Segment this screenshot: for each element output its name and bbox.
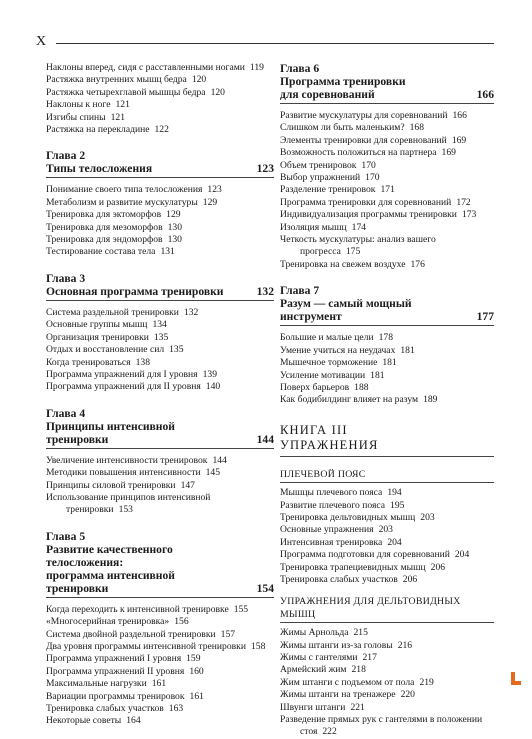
- toc-entry-page: 139: [202, 368, 217, 380]
- toc-entry: [46, 62, 274, 74]
- chapter-title: Принципы интенсивной тренировки: [46, 419, 175, 446]
- toc-entry-page: 163: [168, 703, 184, 714]
- toc-entry-page: 206: [402, 573, 418, 585]
- section-heading: УПРАЖНЕНИЯ ДЛЯ ДЕЛЬТОВИДНЫХ МЫШЦ: [280, 596, 494, 623]
- toc-entry-page: 173: [461, 209, 477, 221]
- chapter-heading: [280, 284, 494, 326]
- toc-entry: [280, 160, 494, 172]
- toc-entry-page: 131: [160, 246, 175, 258]
- toc-entry-page: 161: [151, 678, 167, 690]
- toc-entry: [280, 122, 494, 134]
- toc-entry-page: 135: [153, 331, 169, 343]
- toc-entry-page: 158: [250, 640, 266, 652]
- toc-entry-page: 219: [419, 676, 434, 688]
- chapter-label: Глава 5: [46, 529, 86, 543]
- toc-entry-text: Программа подготовки для соревнований: [280, 549, 450, 561]
- toc-entry: [46, 715, 274, 727]
- toc-entry-page: 216: [397, 639, 413, 651]
- toc-entry-text: Поверх барьеров: [280, 381, 350, 393]
- toc-entry-page: 140: [205, 381, 221, 393]
- toc-entry-page: 169: [451, 134, 467, 146]
- toc-entry-text: Как бодибилдинг влияет на разум: [280, 394, 419, 406]
- toc-entry-page: 171: [380, 184, 395, 196]
- toc-entry-page: 194: [387, 487, 402, 499]
- toc-entry: [280, 512, 494, 524]
- toc-entry-page: 121: [115, 99, 130, 111]
- toc-entry-text: Слишком ли быть маленьким?: [280, 122, 405, 134]
- toc-entry-text: Система раздельной тренировки: [46, 306, 179, 318]
- toc-entry-text: Растяжка на перекладине: [46, 124, 150, 136]
- toc-entry-page: 132: [183, 306, 199, 318]
- toc-entry-text: Тренировка для эктоморфов: [46, 209, 162, 221]
- toc-entry-page: 145: [205, 467, 221, 479]
- chapter-title: Разум — самый мощный инструмент: [280, 297, 412, 324]
- toc-entry: [280, 184, 494, 196]
- labirint-l-logo-icon: [510, 671, 522, 686]
- toc-entry-text: Возможность положиться на партнера: [280, 147, 437, 159]
- toc-entry-page: 175: [345, 246, 361, 258]
- page-number: X: [36, 34, 48, 49]
- chapter-page: 166: [476, 88, 494, 101]
- toc-entry-page: 138: [135, 356, 150, 368]
- toc-entry-page: 166: [452, 110, 467, 121]
- toc-entry-page: 204: [387, 536, 402, 548]
- toc-entry-page: 122: [154, 124, 169, 136]
- toc-entry: [280, 332, 494, 344]
- toc-right-column: [280, 62, 494, 739]
- toc-entry: [280, 524, 494, 536]
- toc-entry: [46, 641, 274, 653]
- chapter-label: Глава 7: [280, 284, 320, 298]
- toc-entry: [46, 467, 274, 479]
- toc-entry-page: 169: [441, 147, 456, 159]
- toc-entry: [46, 492, 274, 517]
- toc-entry: [280, 394, 494, 406]
- toc-entry-text: Принципы силовой тренировки: [46, 479, 176, 491]
- toc-entry-text: Интенсивная тренировка: [280, 536, 383, 548]
- toc-entry: [280, 110, 494, 122]
- toc-entry: [280, 627, 494, 639]
- toc-entry: [280, 702, 494, 714]
- toc-entry-page: 206: [430, 561, 446, 573]
- toc-entry: [280, 370, 494, 382]
- toc-entry-page: 204: [454, 549, 470, 561]
- toc-entry-page: 120: [210, 86, 225, 98]
- chapter-title: Основная программа тренировки: [46, 284, 224, 298]
- toc-entry-page: 220: [400, 689, 415, 701]
- toc-entry-text: Жимы штанги на тренажере: [280, 689, 396, 701]
- toc-entry: [280, 714, 494, 739]
- toc-entry-text: Тестирование состава тела: [46, 246, 156, 258]
- toc-entry: [280, 574, 494, 586]
- toc-entry-page: 181: [370, 369, 385, 381]
- chapter-heading: [46, 272, 274, 301]
- toc-entry-text: Программа упражнений для II уровня: [46, 381, 201, 393]
- toc-entry-text: Растяжка внутренних мышц бедра: [46, 74, 187, 86]
- toc-entry-text: Система двойной раздельной тренировки: [46, 628, 216, 640]
- toc-entry-text: Методики повышения интенсивности: [46, 467, 201, 479]
- toc-entry: [46, 480, 274, 492]
- toc-entry-text: Отдых и восстановление сил: [46, 344, 165, 356]
- toc-entry-page: 170: [365, 172, 380, 184]
- toc-entry-page: 181: [400, 344, 415, 356]
- toc-entry-page: 123: [207, 184, 222, 196]
- toc-entry: [280, 197, 494, 209]
- toc-entry-page: 119: [249, 62, 264, 73]
- toc-entry: [46, 332, 274, 344]
- toc-left-column: [46, 62, 274, 728]
- toc-entry-text: Швунги штанги: [280, 701, 346, 713]
- toc-entry-text: Изгибы спины: [46, 111, 106, 123]
- toc-entry-text: Жимы Арнольда: [280, 627, 349, 639]
- toc-entry-text: Наклоны к ноге: [46, 99, 111, 111]
- toc-entry: [46, 112, 274, 124]
- toc-entry-text: Разделение тренировок: [280, 184, 376, 196]
- toc-entry-page: 217: [362, 652, 377, 663]
- toc-entry-text: Тренировка для мезоморфов: [46, 221, 163, 233]
- toc-entry: [280, 640, 494, 652]
- toc-entry-text: Тренировка слабых участков: [46, 703, 164, 714]
- toc-entry: [280, 259, 494, 271]
- toc-entry-text: Наклоны вперед, сидя с расставленными ногами: [46, 62, 245, 73]
- toc-entry: [46, 455, 274, 467]
- toc-entry-page: 130: [167, 221, 182, 233]
- toc-entry-page: 120: [191, 74, 207, 86]
- toc-entry: [280, 345, 494, 357]
- toc-entry: [46, 604, 274, 616]
- toc-entry-text: Тренировка на свежем воздухе: [280, 258, 406, 270]
- chapter-page: 132: [256, 284, 274, 298]
- toc-entry: [280, 172, 494, 184]
- chapter-label: Глава 6: [280, 62, 320, 75]
- toc-entry-page: 222: [322, 726, 337, 738]
- toc-entry: [280, 487, 494, 499]
- toc-entry: [280, 135, 494, 147]
- toc-entry-text: Объем тренировок: [280, 159, 357, 171]
- toc-entry-page: 170: [361, 159, 376, 171]
- toc-entry-page: 195: [390, 499, 405, 511]
- toc-entry: [46, 99, 274, 111]
- toc-entry-text: Четкость мускулатуры: анализ вашего прогресса: [280, 234, 436, 258]
- toc-entry-page: 155: [233, 603, 249, 615]
- toc-entry-page: 130: [167, 234, 182, 246]
- toc-entry-text: Вариации программы тренировок: [46, 690, 185, 702]
- toc-entry-text: Некоторые советы: [46, 715, 122, 727]
- toc-entry-text: Тренировка дельтовидных мышц: [280, 511, 416, 523]
- toc-entry-text: Метаболизм и развитие мускулатуры: [46, 196, 198, 208]
- chapter-title-line: [46, 420, 274, 448]
- toc-entry: [46, 381, 274, 393]
- chapter-page: 154: [256, 581, 274, 595]
- toc-entry: [46, 678, 274, 690]
- toc-entry-page: 156: [174, 616, 189, 628]
- toc-entry: [280, 234, 494, 259]
- toc-entry-page: 174: [351, 221, 367, 233]
- toc-entry-page: 134: [152, 319, 167, 331]
- toc-entry-text: Индивидуализация программы тренировки: [280, 209, 457, 221]
- toc-entry-text: Тренировка для эндоморфов: [46, 234, 163, 246]
- toc-entry-text: Развитие плечевого пояса: [280, 499, 386, 511]
- toc-entry-page: 121: [110, 111, 126, 123]
- toc-entry-text: Выбор упражнений: [280, 172, 361, 184]
- toc-entry-text: Изоляция мышц: [280, 221, 347, 233]
- chapter-label: Глава 4: [46, 406, 86, 420]
- toc-entry-page: 203: [420, 511, 435, 523]
- toc-entry-page: 147: [180, 479, 195, 491]
- chapter-page: 144: [256, 432, 274, 446]
- toc-entry-text: Разведение прямых рук с гантелями в положении стоя: [280, 714, 483, 738]
- toc-entry-text: Тренировка трапециевидных мышц: [280, 561, 426, 573]
- toc-entry: [280, 222, 494, 234]
- toc-entry: [280, 382, 494, 394]
- toc-entry-page: 221: [350, 701, 365, 713]
- toc-entry: [280, 664, 494, 676]
- chapter-title: Развитие качественного телосложения: программа интенсивной тренировки: [46, 542, 175, 595]
- toc-entry: [46, 124, 274, 136]
- chapter-heading: [46, 530, 274, 598]
- chapter-title-line: [280, 297, 494, 325]
- toc-entry-text: Два уровня программы интенсивной тренировки: [46, 640, 246, 652]
- toc-entry-text: Усиление мотивации: [280, 369, 366, 381]
- toc-entry: [46, 197, 274, 209]
- toc-entry-page: 181: [382, 357, 397, 369]
- toc-entry-text: Когда тренироваться: [46, 356, 131, 368]
- toc-entry-text: Умение учиться на неудачах: [280, 344, 396, 356]
- chapter-title-line: [46, 285, 274, 300]
- toc-entry-text: Использование принципов интенсивной тренировки: [46, 491, 211, 516]
- toc-entry-page: 168: [409, 122, 424, 134]
- toc-entry: [46, 666, 274, 678]
- toc-entry-text: Развитие мускулатуры для соревнований: [280, 110, 448, 121]
- toc-entry-page: 129: [202, 196, 218, 208]
- toc-entry-text: Максимальные нагрузки: [46, 678, 147, 690]
- toc-entry-page: 144: [212, 454, 227, 466]
- toc-entry-page: 188: [354, 381, 369, 393]
- toc-entry-page: 172: [456, 196, 471, 208]
- toc-entry-page: 153: [118, 504, 133, 516]
- toc-entry-page: 164: [126, 715, 141, 727]
- toc-entry: [46, 344, 274, 356]
- toc-entry-text: Жимы с гантелями: [280, 652, 358, 663]
- toc-entry: [280, 549, 494, 561]
- toc-entry-page: 218: [351, 664, 366, 676]
- toc-entry: [46, 616, 274, 628]
- toc-entry-text: Программа тренировки для соревнований: [280, 196, 452, 208]
- chapter-title-line: [46, 543, 274, 597]
- toc-entry-page: 215: [353, 627, 368, 639]
- toc-entry-text: Понимание своего типа телосложения: [46, 184, 203, 196]
- toc-entry: [280, 500, 494, 512]
- toc-entry: [46, 234, 274, 246]
- toc-entry: [46, 703, 274, 715]
- toc-entry: [280, 209, 494, 221]
- chapter-title: Программа тренировки для соревнований: [280, 75, 406, 101]
- toc-entry: [280, 677, 494, 689]
- chapter-heading: [46, 149, 274, 178]
- toc-entry-text: Мышцы плечевого пояса: [280, 487, 383, 499]
- chapter-title-line: [280, 75, 494, 103]
- toc-entry-page: 157: [220, 628, 236, 640]
- toc-entry: [46, 209, 274, 221]
- toc-entry: [280, 537, 494, 549]
- toc-entry-page: 176: [410, 258, 425, 270]
- chapter-title-line: [46, 162, 274, 177]
- toc-entry: [46, 87, 274, 99]
- toc-entry-text: Тренировка слабых участков: [280, 573, 398, 585]
- toc-entry: [46, 629, 274, 641]
- toc-entry-text: «Многосерийная тренировка»: [46, 616, 170, 628]
- toc-entry: [46, 319, 274, 331]
- toc-entry: [280, 652, 494, 664]
- chapter-heading: [280, 62, 494, 104]
- toc-entry: [280, 562, 494, 574]
- toc-entry-text: Увеличение интенсивности тренировок: [46, 454, 208, 466]
- toc-entry-text: Основные группы мышц: [46, 319, 148, 331]
- toc-entry: [46, 691, 274, 703]
- toc-entry-text: Основные упражнения: [280, 524, 374, 536]
- toc-entry: [46, 246, 274, 258]
- toc-entry-text: Программа упражнений I уровня: [46, 653, 182, 665]
- toc-entry-page: 159: [186, 653, 201, 665]
- toc-entry: [46, 653, 274, 665]
- toc-entry-page: 178: [378, 332, 393, 344]
- book-heading: [280, 423, 494, 457]
- toc-entry-text: Армейский жим: [280, 664, 347, 676]
- toc-entry: [46, 184, 274, 196]
- chapter-page: 177: [476, 310, 494, 324]
- toc-entry-page: 135: [169, 344, 184, 356]
- toc-entry-text: Жим штанги с подъемом от пола: [280, 676, 415, 688]
- toc-entry: [280, 357, 494, 369]
- chapter-title: Типы телосложения: [46, 162, 153, 176]
- toc-entry-text: Жимы штанги из-за головы: [280, 639, 393, 651]
- toc-entry: [46, 74, 274, 86]
- toc-entry-text: Программа упражнений для I уровня: [46, 368, 198, 380]
- chapter-heading: [46, 407, 274, 449]
- toc-entry-page: 160: [189, 665, 204, 677]
- toc-entry: [46, 222, 274, 234]
- chapter-page: 123: [256, 162, 274, 176]
- chapter-label: Глава 2: [46, 149, 86, 163]
- toc-entry-text: Мышечное торможение: [280, 357, 378, 369]
- toc-entry: [46, 357, 274, 369]
- toc-entry: [280, 147, 494, 159]
- toc-entry-page: 129: [166, 209, 181, 221]
- toc-entry-text: Когда переходить к интенсивной тренировке: [46, 603, 229, 615]
- toc-entry-text: Растяжка четырехглавой мышцы бедра: [46, 86, 206, 98]
- toc-entry: [46, 369, 274, 381]
- toc-entry-page: 203: [378, 524, 393, 536]
- toc-entry-text: Программа упражнений II уровня: [46, 665, 185, 677]
- chapter-label: Глава 3: [46, 271, 86, 285]
- toc-entry-text: Большие и малые цели: [280, 332, 374, 344]
- toc-entry: [46, 307, 274, 319]
- toc-entry-page: 189: [423, 394, 438, 406]
- book-title: УПРАЖНЕНИЯ: [280, 437, 379, 452]
- header-rule: [56, 43, 494, 44]
- toc-entry-text: Элементы тренировки для соревнований: [280, 134, 447, 146]
- book-label: КНИГА III: [280, 422, 348, 437]
- section-heading: ПЛЕЧЕВОЙ ПОЯС: [280, 469, 494, 483]
- toc-entry-page: 161: [189, 690, 204, 702]
- toc-entry-text: Организация тренировки: [46, 331, 149, 343]
